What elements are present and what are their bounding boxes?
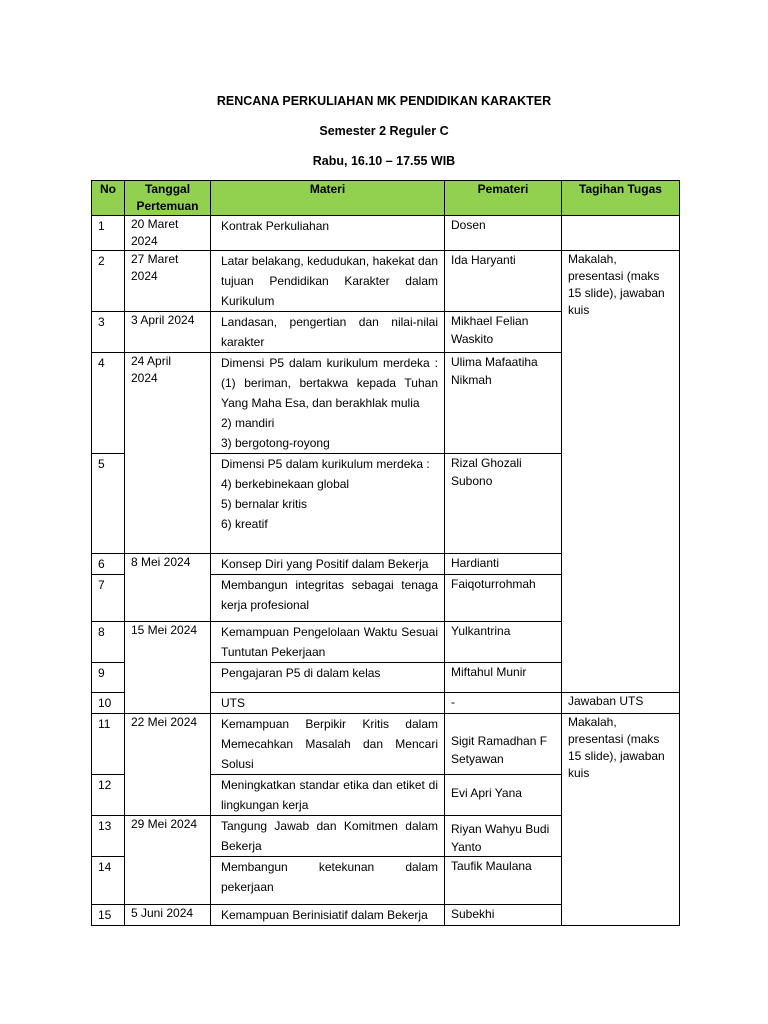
row-pemateri: - — [445, 693, 562, 714]
row-materi — [211, 454, 445, 554]
header-pemateri: Pemateri — [445, 181, 562, 216]
row-tanggal: 3 April 2024 — [125, 312, 211, 353]
tagihan-line: kuis — [568, 303, 590, 317]
materi-line: Dimensi P5 dalam kurikulum merdeka : (1) beriman, bertakwa kepada Tuhan Yang Maha Esa, dan berakhlak mulia — [221, 356, 438, 410]
materi-line: 2) mandiri — [221, 416, 275, 430]
row-pemateri — [445, 454, 562, 554]
row-pemateri: Taufik Maulana — [445, 857, 562, 905]
course-plan-table — [91, 180, 680, 926]
row-pemateri: Hardianti — [445, 554, 562, 575]
tagihan-line: 15 slide), jawaban — [568, 286, 665, 300]
pemateri-line: Waskito — [451, 332, 494, 346]
materi-line: 4) berkebinekaan global — [221, 477, 350, 491]
row-no: 14 — [92, 857, 125, 905]
pemateri-line: Subono — [451, 474, 493, 488]
row-pemateri: Ida Haryanti — [445, 251, 562, 312]
tagihan-line: presentasi (maks — [568, 732, 660, 746]
row-no: 6 — [92, 554, 125, 575]
row-pemateri — [445, 312, 562, 353]
materi-line: 6) kreatif — [221, 517, 268, 531]
pemateri-line: Setyawan — [451, 752, 504, 766]
materi-line: 5) bernalar kritis — [221, 497, 308, 511]
table-row — [92, 216, 680, 251]
pemateri-line: Rizal Ghozali — [451, 456, 522, 470]
pemateri-line: Sigit Ramadhan F — [451, 734, 548, 748]
header-tanggal-line-2: Pertemuan — [136, 199, 199, 213]
row-tanggal: 29 Mei 2024 — [125, 816, 211, 905]
row-materi: Kemampuan Berpikir Kritis dalam Memecahkan Masalah dan Mencari Solusi — [211, 714, 445, 775]
row-materi: Latar belakang, kedudukan, hakekat dan tujuan Pendidikan Karakter dalam Kurikulum — [211, 251, 445, 312]
pemateri-line: Ulima Mafaatiha — [451, 355, 538, 369]
table-row — [92, 251, 680, 312]
tagihan-line: 15 slide), jawaban — [568, 749, 665, 763]
pemateri-line: Nikmah — [451, 373, 492, 387]
tanggal-line: 2024 — [131, 269, 158, 283]
tagihan-line: Makalah, — [568, 715, 617, 729]
tagihan-line: Makalah, — [568, 252, 617, 266]
row-no: 7 — [92, 575, 125, 622]
header-tagihan: Tagihan Tugas — [562, 181, 680, 216]
row-no: 3 — [92, 312, 125, 353]
row-materi: Konsep Diri yang Positif dalam Bekerja — [211, 554, 445, 575]
tanggal-line: 27 Maret — [131, 252, 179, 266]
row-materi: Tangung Jawab dan Komitmen dalam Bekerja — [211, 816, 445, 857]
row-pemateri: Evi Apri Yana — [445, 775, 562, 816]
tagihan-line: presentasi (maks — [568, 269, 660, 283]
table-row — [92, 714, 680, 775]
row-materi — [211, 353, 445, 454]
row-no: 12 — [92, 775, 125, 816]
row-tanggal: 22 Mei 2024 — [125, 714, 211, 816]
row-tanggal — [125, 216, 211, 251]
row-materi: Kemampuan Berinisiatif dalam Bekerja — [211, 905, 445, 926]
row-materi: Meningkatkan standar etika dan etiket di lingkungan kerja — [211, 775, 445, 816]
document-title: RENCANA PERKULIAHAN MK PENDIDIKAN KARAKTER — [216, 94, 552, 108]
row-no: 1 — [92, 216, 125, 251]
header-tanggal-line-1: Tanggal — [144, 182, 191, 196]
materi-line: Dimensi P5 dalam kurikulum merdeka : — [221, 457, 430, 471]
header-materi: Materi — [211, 181, 445, 216]
table-header-row — [92, 181, 680, 216]
row-tanggal: 5 Juni 2024 — [125, 905, 211, 926]
row-pemateri — [445, 816, 562, 857]
tagihan-line: kuis — [568, 766, 590, 780]
row-materi: Membangun integritas sebagai tenaga kerja profesional — [211, 575, 445, 622]
row-materi: Kemampuan Pengelolaan Waktu Sesuai Tuntutan Pekerjaan — [211, 622, 445, 663]
header-no: No — [92, 181, 125, 216]
row-pemateri — [445, 714, 562, 775]
pemateri-line: Mikhael Felian — [451, 314, 529, 328]
row-no: 9 — [92, 663, 125, 693]
row-no: 8 — [92, 622, 125, 663]
row-pemateri: Yulkantrina — [445, 622, 562, 663]
tanggal-line: 2024 — [131, 234, 158, 248]
row-no: 2 — [92, 251, 125, 312]
tanggal-line: 24 April — [131, 354, 172, 368]
pemateri-line: Riyan Wahyu Budi — [451, 822, 550, 836]
row-tanggal: 8 Mei 2024 — [125, 554, 211, 622]
row-materi: Pengajaran P5 di dalam kelas — [211, 663, 445, 693]
row-tanggal — [125, 353, 211, 554]
row-pemateri: Dosen — [445, 216, 562, 251]
tanggal-line: 2024 — [131, 371, 158, 385]
row-tagihan: Jawaban UTS — [562, 693, 680, 714]
row-no: 5 — [92, 454, 125, 554]
pemateri-line: Yanto — [451, 840, 482, 854]
row-pemateri — [445, 353, 562, 454]
row-tagihan — [562, 216, 680, 251]
document-semester: Semester 2 Reguler C — [319, 124, 449, 138]
row-materi: Membangun ketekunan dalam pekerjaan — [211, 857, 445, 905]
row-pemateri: Faiqoturrohmah — [445, 575, 562, 622]
row-pemateri: Subekhi — [445, 905, 562, 926]
document-schedule: Rabu, 16.10 – 17.55 WIB — [312, 154, 456, 168]
row-no: 10 — [92, 693, 125, 714]
row-tagihan — [562, 251, 680, 693]
row-no: 15 — [92, 905, 125, 926]
materi-line: 3) bergotong-royong — [221, 436, 330, 450]
row-tanggal: 15 Mei 2024 — [125, 622, 211, 714]
row-tanggal — [125, 251, 211, 312]
row-tagihan — [562, 714, 680, 926]
header-tanggal — [125, 181, 211, 216]
row-pemateri: Miftahul Munir — [445, 663, 562, 693]
row-materi: Landasan, pengertian dan nilai-nilai karakter — [211, 312, 445, 353]
row-no: 13 — [92, 816, 125, 857]
tanggal-line: 20 Maret — [131, 217, 179, 231]
row-materi: UTS — [211, 693, 445, 714]
row-no: 4 — [92, 353, 125, 454]
row-materi: Kontrak Perkuliahan — [211, 216, 445, 251]
row-no: 11 — [92, 714, 125, 775]
